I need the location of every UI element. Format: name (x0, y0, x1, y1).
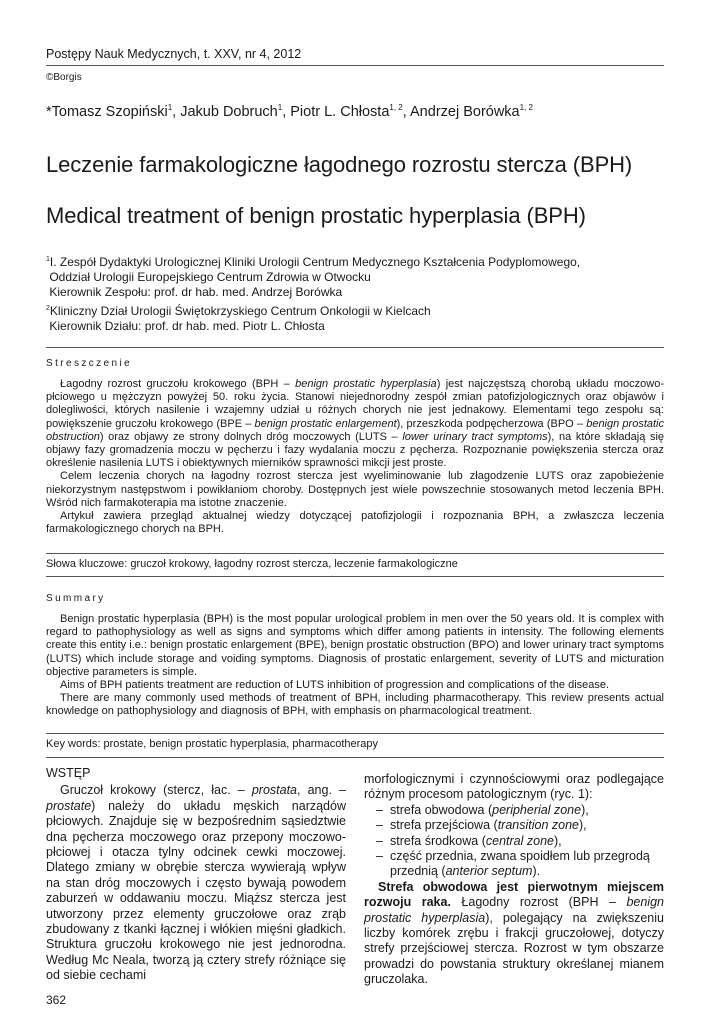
streszczenie-label: Streszczenie (46, 358, 133, 369)
body-paragraph: Strefa obwodowa jest pierwotnym miejscem rozwoju raka. Łagodny rozrost (BPH – benign prostatic hyperplasia), polegający na zwiększeniu liczby komórek zrębu i frakcji gruczołowej, dotyczy strefy przejściowej stercza. Rozrost w tym obszarze prowadzi do powstania struktury określanej mianem gruczolaka. (364, 879, 664, 987)
keywords-english: Key words: prostate, benign prostatic hyperplasia, pharmacotherapy (46, 738, 379, 750)
abstract-paragraph: Celem leczenia chorych na łagodny rozrost stercza jest wyeliminowanie lub złagodzenie LUTS oraz zapobieżenie niekorzystnym następstwom i powikłaniom choroby. Dostępnych jest wiele powszechnie stosowanych metod leczenia BPH. Wśród nich farmakoterapia ma istotne znaczenie. (46, 470, 664, 509)
body-paragraph: morfologicznymi i czynnościowymi oraz podlegające różnym procesom patologicznym (ryc. 1): (364, 772, 664, 802)
keywords-polish: Słowa kluczowe: gruczoł krokowy, łagodny rozrost stercza, leczenie farmakologiczne (46, 558, 458, 570)
divider (46, 553, 664, 554)
author-1: *Tomasz Szopiński$^1$ (46, 103, 173, 120)
affiliation-line: $^2$Kliniczny Dział Urologii Świętokrzyskiego Centrum Onkologii w Kielcach (46, 303, 431, 318)
list-item: – strefa obwodowa (peripherial zone), (376, 802, 589, 817)
author-4: Andrzej Borówka$^{1, 2}$ (410, 103, 533, 120)
body-column-left (46, 766, 346, 984)
divider (46, 347, 664, 348)
list-item: – część przednia, zwana spoidłem lub przegrodą przednią (anterior septum). (376, 849, 650, 879)
affiliation-line: Oddział Urologii Europejskiego Centrum Zdrowia w Otwocku (49, 270, 371, 285)
copyright: ©Borgis (46, 72, 82, 83)
affiliation-line: $^1$I. Zespół Dydaktyki Urologicznej Kliniki Urologii Centrum Medycznego Kształcenia Podyplomowego, (46, 255, 581, 269)
author-2: Jakub Dobruch$^1$ (180, 103, 283, 120)
zone-list (364, 803, 664, 880)
title-english: Medical treatment of benign prostatic hyperplasia (BPH) (46, 203, 586, 228)
abstract-paragraph: Łagodny rozrost gruczołu krokowego (BPH – benign prostatic hyperplasia) jest najczęstszą chorobą układu moczowo-płciowego u mężczyzn powyżej 50. roku życia. Stanowi niejednorodny zespół zmian patofizjologicznych oraz objawów i dolegliwości, których nasilenie i wzajemny udział u różnych chorych nie jest jednakowy. Elementami tego zespołu są: powiększenie gruczołu krokowego (BPE – benign prostatic enlargement), przeszkoda podpęcherzowa (BPO – benign prostatic obstruction) oraz objawy ze strony dolnych dróg moczowych (LUTS – lower urinary tract symptoms), na które składają się objawy fazy gromadzenia moczu w pęcherzu i fazy wydalania moczu z pęcherza. Rozpoznanie powiększenia stercza oraz określenie nasilenia LUTS i obiektywnych mierników sprawności mikcji jest proste. (46, 378, 664, 470)
authors-line: *Tomasz Szopiński$^1$, Jakub Dobruch$^1$, Piotr L. Chłosta$^{1, 2}$, Andrzej Borówka$^{1, 2}$ (46, 103, 533, 120)
abstract-paragraph: Benign prostatic hyperplasia (BPH) is the most popular urological problem in men over the 50 years old. It is complex with regard to pathophysiology as well as signs and symptoms which differ among patients in intensity. The following elements create this entity i.e.: benign prostatic enlargement (BPE), benign prostatic obstruction (BPO) and lower urinary tract symptoms (LUTS) which include storage and voiding symptoms. Diagnosis of prostatic enlargement, severity of LUTS and micturation objective parameters is simple. (46, 613, 664, 678)
abstract-paragraph: There are many commonly used methods of treatment of BPH, including pharmacotherapy. This review presents actual knowledge on pathophysiology and diagnosis of BPH, with emphasis on pharmacological treatment. (46, 692, 664, 718)
abstract-paragraph: Artykuł zawiera przegląd aktualnej wiedzy dotyczącej patofizjologii i rozpoznania BPH, a zwłaszcza leczenia farmakologicznego chorych na BPH. (46, 510, 664, 536)
divider (46, 576, 664, 577)
author-3: Piotr L. Chłosta$^{1, 2}$ (290, 103, 403, 120)
abstract-polish (46, 378, 664, 536)
section-heading: WSTĘP (46, 766, 91, 780)
summary-label: Summary (46, 593, 106, 604)
affiliation-line: Kierownik Działu: prof. dr hab. med. Piotr L. Chłosta (49, 318, 325, 333)
divider (46, 757, 664, 758)
affiliations (46, 252, 666, 334)
list-item: – strefa przejściowa (transition zone), (376, 818, 587, 833)
body-paragraph: Gruczoł krokowy (stercz, łac. – prostata, ang. – prostate) należy do układu męskich narządów płciowych. Znajduje się w bezpośrednim sąsiedztwie dna pęcherza moczowego oraz przepony moczowo-płciowej i otacza tylny odcinek cewki moczowej. Dlatego zmiany w obrębie stercza wywierają wpływ na stan dróg moczowych i często bywają powodem zaburzeń w oddawaniu moczu. Miąższ stercza jest utworzony przez elementy gruczołowe oraz zrąb zbudowany z tkanki łącznej i włókien mięśni gładkich. Struktura gruczołu krokowego nie jest jednorodna. Według Mc Neala, tworzą ją cztery strefy różniące się od siebie cechami (46, 783, 346, 983)
page-number: 362 (46, 993, 67, 1007)
header-divider (46, 65, 664, 66)
abstract-english (46, 613, 664, 719)
title-polish: Leczenie farmakologiczne łagodnego rozrostu stercza (BPH) (46, 152, 633, 177)
journal-header: Postępy Nauk Medycznych, t. XXV, nr 4, 2012 (46, 47, 302, 61)
abstract-paragraph: Aims of BPH patients treatment are reduction of LUTS inhibition of progression and complications of the disease. (60, 679, 610, 692)
divider (46, 733, 664, 734)
list-item: – strefa środkowa (central zone), (376, 833, 562, 848)
affiliation-line: Kierownik Zespołu: prof. dr hab. med. Andrzej Borówka (49, 285, 343, 300)
body-column-right (364, 772, 664, 988)
